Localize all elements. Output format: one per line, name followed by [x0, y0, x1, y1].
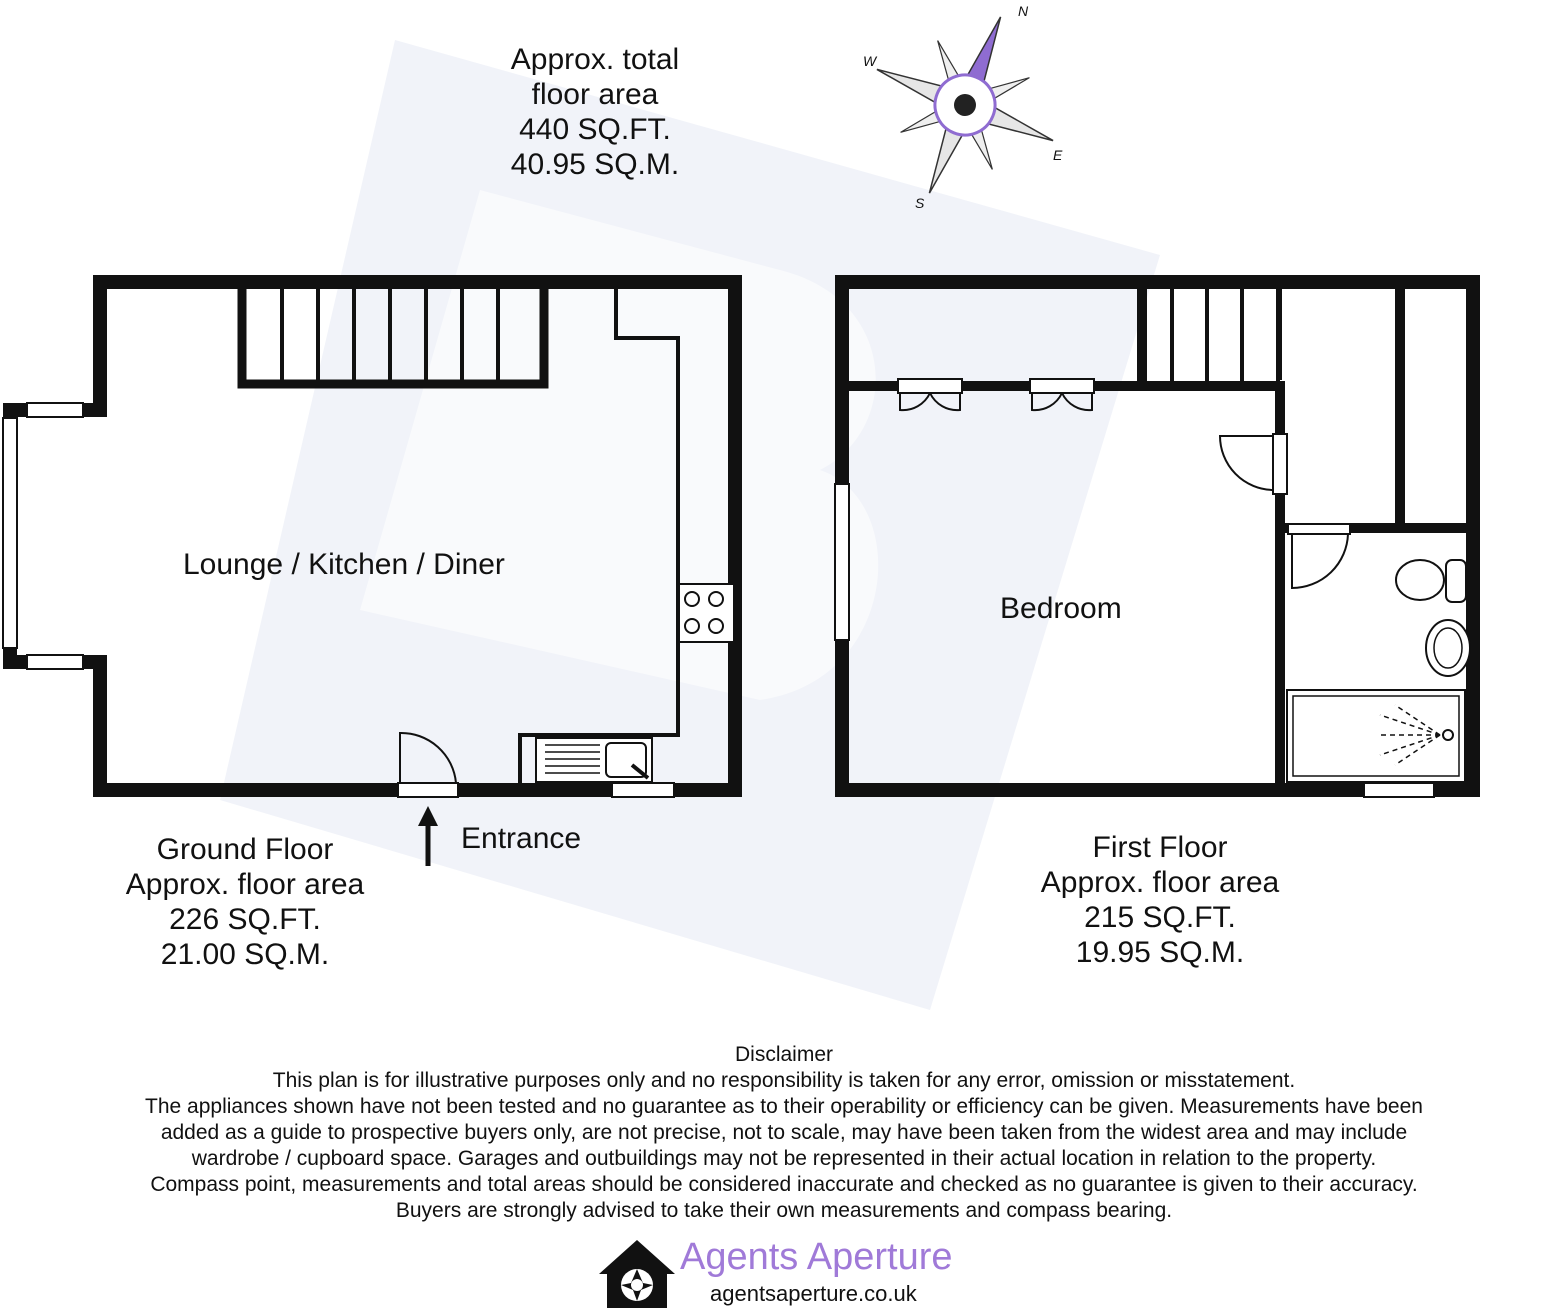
room-label-bedroom: Bedroom [1000, 592, 1122, 625]
basin-icon [1426, 620, 1470, 676]
total-area-label-line1: Approx. total [510, 43, 680, 76]
agents-aperture-logo-icon [597, 1238, 677, 1310]
disclaimer-title: Disclaimer [734, 1043, 833, 1066]
ground-floor-sqft: 226 SQ.FT. [169, 903, 321, 936]
entrance-door [398, 733, 458, 797]
first-floor-staircase [1172, 282, 1278, 382]
total-floor-area [455, 42, 735, 182]
room-label-lounge-kitchen-diner: Lounge / Kitchen / Diner [183, 548, 505, 581]
brand-name: Agents Aperture [680, 1236, 953, 1278]
kitchen-sink-icon [536, 738, 652, 782]
bedroom-walls [842, 282, 1280, 790]
hob-icon [679, 584, 734, 642]
bathroom [1287, 524, 1470, 782]
total-area-sqm: 40.95 SQ.M. [510, 148, 680, 181]
bathroom-door [1288, 524, 1350, 588]
disclaimer-line: Buyers are strongly advised to take their own measurements and compass bearing. [395, 1199, 1173, 1222]
brand-url[interactable]: agentsaperture.co.uk [710, 1281, 917, 1306]
compass-north-label: N [1018, 3, 1029, 19]
ground-floor-title: Ground Floor [156, 833, 334, 866]
disclaimer-line: Compass point, measurements and total areas should be considered inaccurate and checked as no guarantee is given to their accuracy. [150, 1173, 1418, 1196]
entrance-label: Entrance [461, 822, 582, 855]
ground-floor-area [95, 832, 395, 972]
entrance-arrow-icon [418, 806, 438, 866]
total-area-label-line2: floor area [531, 78, 659, 111]
first-floor-area [1010, 830, 1310, 970]
disclaimer-line: added as a guide to prospective buyers only, are not precise, not to scale, may have been taken from the widest area and may include [160, 1121, 1408, 1144]
ground-floor-walls [10, 282, 735, 790]
compass-west-label: W [863, 53, 877, 69]
first-floor-sqft: 215 SQ.FT. [1084, 901, 1236, 934]
total-area-sqft: 440 SQ.FT. [519, 113, 671, 146]
first-floor-title: First Floor [1092, 831, 1228, 864]
disclaimer-line: wardrobe / cupboard space. Garages and outbuildings may not be represented in their actual location in relation to the property. [191, 1147, 1377, 1170]
first-floor-sqm: 19.95 SQ.M. [1075, 936, 1245, 969]
compass-rose-icon [850, 0, 1080, 215]
ground-floor-sqm: 21.00 SQ.M. [160, 938, 330, 971]
disclaimer [0, 1042, 1568, 1224]
compass-east-label: E [1053, 147, 1063, 163]
toilet-icon [1396, 560, 1466, 602]
first-floor-area-label: Approx. floor area [1040, 866, 1280, 899]
first-floor-plan [835, 282, 1473, 797]
disclaimer-line: The appliances shown have not been tested and no guarantee as to their operability or efficiency can be given. Measurements have been [145, 1095, 1423, 1118]
bedroom-door [1220, 434, 1287, 494]
compass-south-label: S [915, 195, 925, 211]
ground-floor-area-label: Approx. floor area [125, 868, 365, 901]
ground-floor-staircase [242, 282, 544, 384]
disclaimer-line: This plan is for illustrative purposes only and no responsibility is taken for any error, omission or misstatement. [272, 1069, 1296, 1092]
